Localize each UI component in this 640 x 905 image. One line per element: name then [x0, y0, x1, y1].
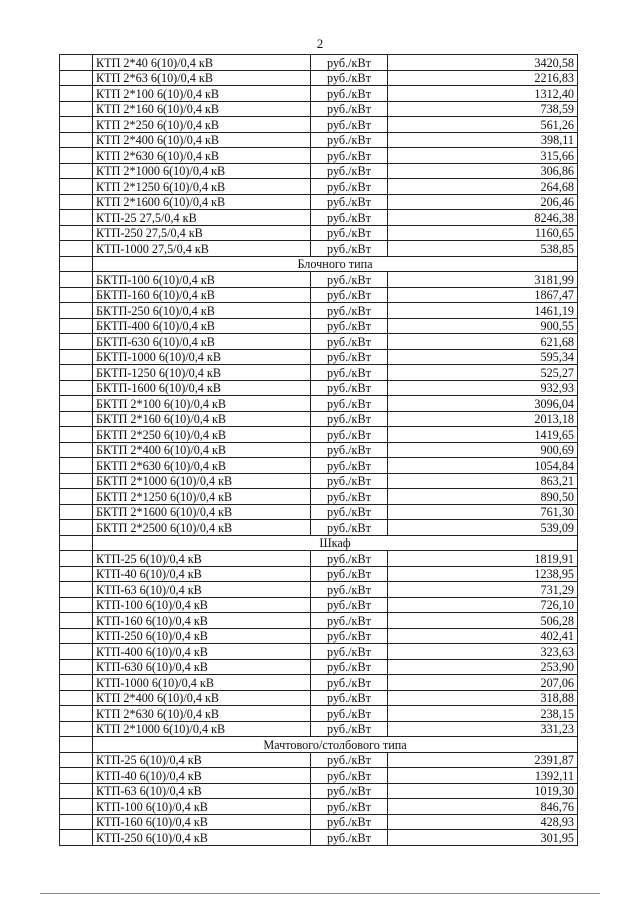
table-row: [60, 163, 578, 179]
blank-cell: [60, 365, 93, 381]
table-row: [60, 504, 578, 520]
price-value: 2216,83: [388, 70, 578, 86]
blank-cell: [60, 690, 93, 706]
unit-cell: руб./кВт: [311, 241, 388, 257]
table-row: [60, 489, 578, 505]
table-row: [60, 690, 578, 706]
blank-cell: [60, 799, 93, 815]
price-value: 318,88: [388, 690, 578, 706]
price-value: 538,85: [388, 241, 578, 257]
unit-cell: руб./кВт: [311, 70, 388, 86]
price-value: 900,69: [388, 442, 578, 458]
equipment-name: КТП 2*630 6(10)/0,4 кВ: [93, 706, 311, 722]
unit-cell: руб./кВт: [311, 752, 388, 768]
table-row: [60, 644, 578, 660]
section-title: Блочного типа: [93, 256, 578, 272]
table-row: [60, 675, 578, 691]
table-row: [60, 148, 578, 164]
blank-cell: [60, 597, 93, 613]
blank-cell: [60, 458, 93, 474]
blank-cell: [60, 132, 93, 148]
unit-cell: руб./кВт: [311, 287, 388, 303]
price-value: 932,93: [388, 380, 578, 396]
table-row: [60, 334, 578, 350]
unit-cell: руб./кВт: [311, 163, 388, 179]
price-value: 428,93: [388, 814, 578, 830]
unit-cell: руб./кВт: [311, 349, 388, 365]
equipment-name: КТП-63 6(10)/0,4 кВ: [93, 783, 311, 799]
price-value: 506,28: [388, 613, 578, 629]
equipment-name: КТП-25 27,5/0,4 кВ: [93, 210, 311, 226]
equipment-name: КТП-40 6(10)/0,4 кВ: [93, 768, 311, 784]
unit-cell: руб./кВт: [311, 597, 388, 613]
price-value: 1054,84: [388, 458, 578, 474]
equipment-name: КТП-25 6(10)/0,4 кВ: [93, 551, 311, 567]
unit-cell: руб./кВт: [311, 148, 388, 164]
blank-cell: [60, 256, 93, 272]
unit-cell: руб./кВт: [311, 272, 388, 288]
equipment-name: КТП 2*100 6(10)/0,4 кВ: [93, 86, 311, 102]
equipment-name: КТП-1000 6(10)/0,4 кВ: [93, 675, 311, 691]
equipment-name: БКТП-160 6(10)/0,4 кВ: [93, 287, 311, 303]
table-row: [60, 520, 578, 536]
equipment-name: БКТП 2*2500 6(10)/0,4 кВ: [93, 520, 311, 536]
unit-cell: руб./кВт: [311, 721, 388, 737]
blank-cell: [60, 117, 93, 133]
table-row: [60, 473, 578, 489]
equipment-name: КТП-250 6(10)/0,4 кВ: [93, 830, 311, 846]
blank-cell: [60, 396, 93, 412]
price-value: 621,68: [388, 334, 578, 350]
unit-cell: руб./кВт: [311, 659, 388, 675]
price-value: 1019,30: [388, 783, 578, 799]
equipment-name: КТП-160 6(10)/0,4 кВ: [93, 613, 311, 629]
blank-cell: [60, 70, 93, 86]
section-header-row: [60, 256, 578, 272]
table-row: [60, 365, 578, 381]
price-value: 3420,58: [388, 55, 578, 71]
blank-cell: [60, 349, 93, 365]
blank-cell: [60, 272, 93, 288]
table-row: [60, 799, 578, 815]
unit-cell: руб./кВт: [311, 768, 388, 784]
price-value: 890,50: [388, 489, 578, 505]
price-value: 8246,38: [388, 210, 578, 226]
unit-cell: руб./кВт: [311, 830, 388, 846]
blank-cell: [60, 830, 93, 846]
equipment-name: КТП-25 6(10)/0,4 кВ: [93, 752, 311, 768]
blank-cell: [60, 675, 93, 691]
equipment-name: БКТП 2*1000 6(10)/0,4 кВ: [93, 473, 311, 489]
price-value: 1867,47: [388, 287, 578, 303]
unit-cell: руб./кВт: [311, 380, 388, 396]
table-row: [60, 566, 578, 582]
price-value: 1238,95: [388, 566, 578, 582]
blank-cell: [60, 318, 93, 334]
unit-cell: руб./кВт: [311, 814, 388, 830]
price-table-body: [60, 55, 578, 846]
price-value: 2013,18: [388, 411, 578, 427]
price-value: 238,15: [388, 706, 578, 722]
table-row: [60, 458, 578, 474]
blank-cell: [60, 644, 93, 660]
table-row: [60, 380, 578, 396]
unit-cell: руб./кВт: [311, 458, 388, 474]
unit-cell: руб./кВт: [311, 132, 388, 148]
unit-cell: руб./кВт: [311, 628, 388, 644]
unit-cell: руб./кВт: [311, 551, 388, 567]
section-title: Шкаф: [93, 535, 578, 551]
price-value: 402,41: [388, 628, 578, 644]
equipment-name: БКТП 2*100 6(10)/0,4 кВ: [93, 396, 311, 412]
section-header-row: [60, 535, 578, 551]
price-value: 2391,87: [388, 752, 578, 768]
price-value: 561,26: [388, 117, 578, 133]
blank-cell: [60, 148, 93, 164]
price-value: 264,68: [388, 179, 578, 195]
table-row: [60, 427, 578, 443]
price-value: 1819,91: [388, 551, 578, 567]
equipment-name: КТП 2*1000 6(10)/0,4 кВ: [93, 721, 311, 737]
blank-cell: [60, 473, 93, 489]
price-value: 306,86: [388, 163, 578, 179]
blank-cell: [60, 334, 93, 350]
unit-cell: руб./кВт: [311, 86, 388, 102]
unit-cell: руб./кВт: [311, 303, 388, 319]
blank-cell: [60, 566, 93, 582]
unit-cell: руб./кВт: [311, 706, 388, 722]
unit-cell: руб./кВт: [311, 473, 388, 489]
blank-cell: [60, 442, 93, 458]
table-row: [60, 814, 578, 830]
table-row: [60, 101, 578, 117]
unit-cell: руб./кВт: [311, 117, 388, 133]
table-row: [60, 411, 578, 427]
blank-cell: [60, 179, 93, 195]
price-value: 3181,99: [388, 272, 578, 288]
section-header-row: [60, 737, 578, 753]
table-row: [60, 210, 578, 226]
equipment-name: КТП-400 6(10)/0,4 кВ: [93, 644, 311, 660]
equipment-name: БКТП-1600 6(10)/0,4 кВ: [93, 380, 311, 396]
unit-cell: руб./кВт: [311, 225, 388, 241]
table-row: [60, 318, 578, 334]
equipment-name: КТП-63 6(10)/0,4 кВ: [93, 582, 311, 598]
price-value: 315,66: [388, 148, 578, 164]
unit-cell: руб./кВт: [311, 179, 388, 195]
unit-cell: руб./кВт: [311, 582, 388, 598]
table-row: [60, 287, 578, 303]
blank-cell: [60, 380, 93, 396]
table-row: [60, 225, 578, 241]
price-value: 3096,04: [388, 396, 578, 412]
table-row: [60, 582, 578, 598]
price-value: 253,90: [388, 659, 578, 675]
unit-cell: руб./кВт: [311, 644, 388, 660]
blank-cell: [60, 814, 93, 830]
blank-cell: [60, 489, 93, 505]
price-value: 1392,11: [388, 768, 578, 784]
price-value: 900,55: [388, 318, 578, 334]
table-row: [60, 613, 578, 629]
equipment-name: КТП-250 27,5/0,4 кВ: [93, 225, 311, 241]
blank-cell: [60, 520, 93, 536]
table-row: [60, 179, 578, 195]
price-value: 301,95: [388, 830, 578, 846]
equipment-name: БКТП-250 6(10)/0,4 кВ: [93, 303, 311, 319]
unit-cell: руб./кВт: [311, 489, 388, 505]
equipment-name: КТП 2*63 6(10)/0,4 кВ: [93, 70, 311, 86]
table-row: [60, 132, 578, 148]
blank-cell: [60, 55, 93, 71]
price-value: 863,21: [388, 473, 578, 489]
section-title: Мачтового/столбового типа: [93, 737, 578, 753]
unit-cell: руб./кВт: [311, 101, 388, 117]
unit-cell: руб./кВт: [311, 504, 388, 520]
price-value: 539,09: [388, 520, 578, 536]
unit-cell: руб./кВт: [311, 194, 388, 210]
equipment-name: КТП 2*1000 6(10)/0,4 кВ: [93, 163, 311, 179]
blank-cell: [60, 427, 93, 443]
equipment-name: БКТП-1250 6(10)/0,4 кВ: [93, 365, 311, 381]
price-value: 398,11: [388, 132, 578, 148]
equipment-name: КТП 2*1250 6(10)/0,4 кВ: [93, 179, 311, 195]
table-row: [60, 721, 578, 737]
blank-cell: [60, 659, 93, 675]
unit-cell: руб./кВт: [311, 690, 388, 706]
unit-cell: руб./кВт: [311, 396, 388, 412]
blank-cell: [60, 287, 93, 303]
page-bottom-rule: [40, 893, 600, 894]
blank-cell: [60, 613, 93, 629]
equipment-name: БКТП 2*400 6(10)/0,4 кВ: [93, 442, 311, 458]
equipment-name: БКТП 2*1250 6(10)/0,4 кВ: [93, 489, 311, 505]
equipment-name: БКТП-400 6(10)/0,4 кВ: [93, 318, 311, 334]
blank-cell: [60, 706, 93, 722]
table-row: [60, 752, 578, 768]
unit-cell: руб./кВт: [311, 210, 388, 226]
unit-cell: руб./кВт: [311, 318, 388, 334]
price-value: 1419,65: [388, 427, 578, 443]
equipment-name: КТП 2*400 6(10)/0,4 кВ: [93, 132, 311, 148]
table-row: [60, 783, 578, 799]
table-row: [60, 117, 578, 133]
equipment-name: БКТП-630 6(10)/0,4 кВ: [93, 334, 311, 350]
blank-cell: [60, 303, 93, 319]
unit-cell: руб./кВт: [311, 675, 388, 691]
equipment-name: КТП 2*160 6(10)/0,4 кВ: [93, 101, 311, 117]
equipment-name: БКТП 2*630 6(10)/0,4 кВ: [93, 458, 311, 474]
table-row: [60, 70, 578, 86]
table-row: [60, 241, 578, 257]
equipment-name: КТП-100 6(10)/0,4 кВ: [93, 597, 311, 613]
table-row: [60, 349, 578, 365]
price-value: 323,63: [388, 644, 578, 660]
table-row: [60, 55, 578, 71]
table-row: [60, 706, 578, 722]
unit-cell: руб./кВт: [311, 334, 388, 350]
price-value: 731,29: [388, 582, 578, 598]
unit-cell: руб./кВт: [311, 613, 388, 629]
table-row: [60, 830, 578, 846]
equipment-name: БКТП 2*1600 6(10)/0,4 кВ: [93, 504, 311, 520]
blank-cell: [60, 721, 93, 737]
equipment-name: КТП 2*1600 6(10)/0,4 кВ: [93, 194, 311, 210]
equipment-name: БКТП 2*160 6(10)/0,4 кВ: [93, 411, 311, 427]
table-row: [60, 272, 578, 288]
price-value: 1160,65: [388, 225, 578, 241]
table-row: [60, 597, 578, 613]
table-row: [60, 396, 578, 412]
price-value: 1461,19: [388, 303, 578, 319]
blank-cell: [60, 628, 93, 644]
blank-cell: [60, 241, 93, 257]
blank-cell: [60, 86, 93, 102]
price-value: 331,23: [388, 721, 578, 737]
page-number: 2: [316, 36, 324, 51]
blank-cell: [60, 225, 93, 241]
table-row: [60, 86, 578, 102]
table-row: [60, 442, 578, 458]
blank-cell: [60, 551, 93, 567]
blank-cell: [60, 504, 93, 520]
equipment-name: КТП-160 6(10)/0,4 кВ: [93, 814, 311, 830]
table-row: [60, 768, 578, 784]
unit-cell: руб./кВт: [311, 427, 388, 443]
price-table: [59, 54, 578, 846]
equipment-name: КТП 2*40 6(10)/0,4 кВ: [93, 55, 311, 71]
blank-cell: [60, 163, 93, 179]
equipment-name: КТП 2*400 6(10)/0,4 кВ: [93, 690, 311, 706]
unit-cell: руб./кВт: [311, 783, 388, 799]
blank-cell: [60, 783, 93, 799]
table-row: [60, 551, 578, 567]
blank-cell: [60, 737, 93, 753]
blank-cell: [60, 194, 93, 210]
blank-cell: [60, 582, 93, 598]
equipment-name: КТП-630 6(10)/0,4 кВ: [93, 659, 311, 675]
price-value: 1312,40: [388, 86, 578, 102]
blank-cell: [60, 411, 93, 427]
blank-cell: [60, 752, 93, 768]
table-row: [60, 659, 578, 675]
unit-cell: руб./кВт: [311, 411, 388, 427]
equipment-name: КТП 2*630 6(10)/0,4 кВ: [93, 148, 311, 164]
unit-cell: руб./кВт: [311, 799, 388, 815]
equipment-name: БКТП-100 6(10)/0,4 кВ: [93, 272, 311, 288]
equipment-name: КТП-250 6(10)/0,4 кВ: [93, 628, 311, 644]
unit-cell: руб./кВт: [311, 365, 388, 381]
price-value: 761,30: [388, 504, 578, 520]
equipment-name: КТП-100 6(10)/0,4 кВ: [93, 799, 311, 815]
equipment-name: БКТП 2*250 6(10)/0,4 кВ: [93, 427, 311, 443]
unit-cell: руб./кВт: [311, 442, 388, 458]
blank-cell: [60, 101, 93, 117]
price-value: 726,10: [388, 597, 578, 613]
equipment-name: БКТП-1000 6(10)/0,4 кВ: [93, 349, 311, 365]
price-value: 846,76: [388, 799, 578, 815]
table-row: [60, 628, 578, 644]
blank-cell: [60, 535, 93, 551]
blank-cell: [60, 210, 93, 226]
price-value: 207,06: [388, 675, 578, 691]
price-value: 206,46: [388, 194, 578, 210]
price-value: 738,59: [388, 101, 578, 117]
equipment-name: КТП 2*250 6(10)/0,4 кВ: [93, 117, 311, 133]
blank-cell: [60, 768, 93, 784]
price-value: 595,34: [388, 349, 578, 365]
table-row: [60, 303, 578, 319]
table-row: [60, 194, 578, 210]
unit-cell: руб./кВт: [311, 55, 388, 71]
unit-cell: руб./кВт: [311, 520, 388, 536]
price-value: 525,27: [388, 365, 578, 381]
equipment-name: КТП-40 6(10)/0,4 кВ: [93, 566, 311, 582]
unit-cell: руб./кВт: [311, 566, 388, 582]
equipment-name: КТП-1000 27,5/0,4 кВ: [93, 241, 311, 257]
